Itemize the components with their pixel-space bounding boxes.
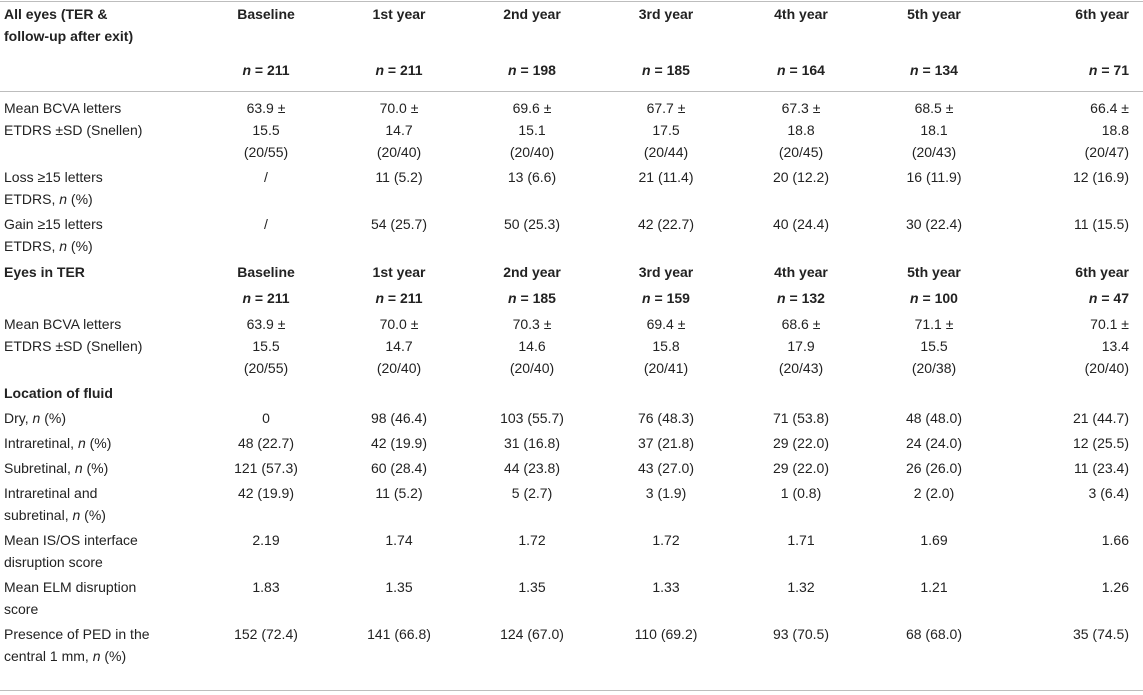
data-cell: 1.21: [920, 579, 948, 595]
data-cell: 29 (22.0): [772, 435, 830, 451]
section1-header-row: [0, 3, 1143, 47]
subretinal-row: [0, 454, 1143, 479]
data-cell: 141 (66.8): [367, 626, 431, 642]
data-cell: 1.83: [252, 579, 280, 595]
row-label: Presence of PED in the central 1 mm, n (%): [4, 626, 150, 664]
data-cell: 2 (2.0): [913, 485, 955, 501]
data-cell: 1.69: [920, 532, 948, 548]
data-cell: 1.74: [385, 532, 413, 548]
data-cell: 12 (25.5): [1072, 435, 1129, 451]
data-cell: 70.3 ± 14.6 (20/40): [509, 316, 555, 376]
data-cell: 63.9 ± 15.5 (20/55): [243, 100, 289, 160]
sample-size: n = 134: [910, 62, 958, 78]
sample-size: n = 71: [1088, 62, 1129, 78]
bcva-row: [0, 93, 1143, 163]
data-cell: 20 (12.2): [772, 169, 830, 185]
data-cell: 43 (27.0): [637, 460, 695, 476]
data-cell: 1.72: [652, 532, 680, 548]
data-cell: 121 (57.3): [234, 460, 298, 476]
data-cell: 60 (28.4): [370, 460, 428, 476]
data-cell: 68 (68.0): [905, 626, 963, 642]
sample-size: n = 164: [777, 62, 825, 78]
data-cell: /: [264, 216, 268, 232]
section1-n-row: [0, 47, 1143, 81]
data-cell: 21 (11.4): [638, 169, 694, 185]
column-header: 1st year: [372, 6, 426, 22]
intra-and-subretinal-row: [0, 479, 1143, 526]
sample-size: n = 47: [1088, 290, 1129, 306]
data-cell: 0: [262, 410, 270, 426]
data-cell: 69.6 ± 15.1 (20/40): [509, 100, 555, 160]
column-header: 4th year: [774, 6, 828, 22]
data-cell: 42 (19.9): [370, 435, 428, 451]
data-cell: 13 (6.6): [507, 169, 557, 185]
data-cell: 1.35: [385, 579, 413, 595]
top-rule: [0, 1, 1143, 2]
intraretinal-row: [0, 429, 1143, 454]
row-label: Intraretinal, n (%): [4, 435, 112, 451]
data-cell: 48 (22.7): [237, 435, 295, 451]
data-cell: 67.3 ± 18.8 (20/45): [778, 100, 824, 160]
row-label: Mean BCVA letters ETDRS ±SD (Snellen): [4, 100, 143, 138]
data-cell: 11 (23.4): [1074, 460, 1129, 476]
data-cell: 68.5 ± 18.1 (20/43): [911, 100, 957, 160]
column-header: 2nd year: [503, 264, 561, 280]
data-cell: 11 (15.5): [1074, 216, 1129, 232]
data-cell: 71 (53.8): [772, 410, 830, 426]
data-cell: 98 (46.4): [370, 410, 428, 426]
column-header: 3rd year: [638, 6, 694, 22]
data-cell: 70.0 ± 14.7 (20/40): [376, 100, 422, 160]
elm-score-row: [0, 573, 1143, 620]
data-cell: 3 (6.4): [1088, 485, 1129, 501]
data-cell: 69.4 ± 15.8 (20/41): [643, 316, 689, 376]
sample-size: n = 100: [910, 290, 958, 306]
sample-size: n = 211: [375, 62, 423, 78]
sample-size: n = 185: [508, 290, 556, 306]
column-header: 6th year: [1075, 264, 1129, 280]
sample-size: n = 198: [508, 62, 556, 78]
row-label: Mean BCVA letters ETDRS ±SD (Snellen): [4, 316, 143, 354]
data-cell: 24 (24.0): [905, 435, 963, 451]
results-table: [0, 3, 1143, 667]
data-cell: 66.4 ± 18.8 (20/47): [1084, 100, 1129, 160]
row-label: Intraretinal and subretinal, n (%): [4, 485, 106, 523]
column-header: 2nd year: [503, 6, 561, 22]
row-label: Mean IS/OS interface disruption score: [4, 532, 138, 570]
sample-size: n = 159: [642, 290, 690, 306]
data-cell: 42 (19.9): [237, 485, 295, 501]
sample-size: n = 211: [242, 290, 290, 306]
sample-size: n = 132: [777, 290, 825, 306]
data-cell: 70.0 ± 14.7 (20/40): [376, 316, 422, 376]
column-header: 4th year: [774, 264, 828, 280]
data-cell: 50 (25.3): [503, 216, 561, 232]
data-cell: 68.6 ± 17.9 (20/43): [778, 316, 824, 376]
data-cell: 5 (2.7): [511, 485, 553, 501]
data-cell: 76 (48.3): [637, 410, 695, 426]
data-cell: 93 (70.5): [772, 626, 830, 642]
data-cell: 1.72: [518, 532, 546, 548]
row-label: Mean ELM disruption score: [4, 579, 137, 617]
row-label: Subretinal, n (%): [4, 460, 109, 476]
data-cell: 70.1 ± 13.4 (20/40): [1084, 316, 1129, 376]
data-cell: 1.33: [652, 579, 680, 595]
row-label: Dry, n (%): [4, 410, 66, 426]
data-cell: 11 (5.2): [375, 485, 423, 501]
data-cell: 1.26: [1101, 579, 1129, 595]
column-header: 5th year: [907, 6, 961, 22]
section1-title: All eyes (TER & follow-up after exit): [4, 6, 134, 44]
bcva-row: [0, 309, 1143, 379]
column-header: 3rd year: [638, 264, 694, 280]
sample-size: n = 211: [375, 290, 423, 306]
data-cell: 1.32: [787, 579, 815, 595]
data-cell: 1.71: [787, 532, 815, 548]
section2-title: Eyes in TER: [4, 264, 85, 280]
column-header: 5th year: [907, 264, 961, 280]
fluid-section-row: [0, 379, 1143, 404]
data-cell: 44 (23.8): [503, 460, 561, 476]
data-cell: 103 (55.7): [500, 410, 564, 426]
bottom-rule: [0, 690, 1143, 691]
data-cell: /: [264, 169, 268, 185]
row-label: Loss ≥15 letters ETDRS, n (%): [4, 169, 103, 207]
data-cell: 42 (22.7): [637, 216, 695, 232]
data-cell: 35 (74.5): [1072, 626, 1129, 642]
data-cell: 2.19: [252, 532, 280, 548]
fluid-section-title: Location of fluid: [4, 385, 113, 401]
ped-row: [0, 620, 1143, 667]
row-label: Gain ≥15 letters ETDRS, n (%): [4, 216, 103, 254]
data-cell: 1.66: [1101, 532, 1129, 548]
data-cell: 12 (16.9): [1072, 169, 1129, 185]
data-cell: 37 (21.8): [637, 435, 695, 451]
sample-size: n = 185: [642, 62, 690, 78]
data-cell: 63.9 ± 15.5 (20/55): [243, 316, 289, 376]
data-cell: 110 (69.2): [634, 626, 698, 642]
data-cell: 40 (24.4): [772, 216, 830, 232]
section2-n-row: [0, 283, 1143, 309]
data-cell: 30 (22.4): [905, 216, 963, 232]
data-cell: 29 (22.0): [772, 460, 830, 476]
data-cell: 48 (48.0): [905, 410, 963, 426]
data-cell: 71.1 ± 15.5 (20/38): [911, 316, 957, 376]
data-cell: 1.35: [518, 579, 546, 595]
data-cell: 26 (26.0): [905, 460, 963, 476]
data-cell: 124 (67.0): [500, 626, 564, 642]
column-header: 1st year: [372, 264, 426, 280]
loss-row: [0, 163, 1143, 210]
data-cell: 67.7 ± 17.5 (20/44): [643, 100, 689, 160]
column-header: Baseline: [237, 264, 295, 280]
data-cell: 16 (11.9): [906, 169, 962, 185]
data-cell: 11 (5.2): [375, 169, 423, 185]
gain-row: [0, 210, 1143, 257]
data-cell: 54 (25.7): [370, 216, 428, 232]
section2-header-row: [0, 257, 1143, 283]
column-header: Baseline: [237, 6, 295, 22]
isos-score-row: [0, 526, 1143, 573]
data-cell: 152 (72.4): [234, 626, 298, 642]
dry-row: [0, 404, 1143, 429]
data-cell: 1 (0.8): [780, 485, 822, 501]
sample-size: n = 211: [242, 62, 290, 78]
data-cell: 21 (44.7): [1072, 410, 1129, 426]
data-cell: 31 (16.8): [503, 435, 561, 451]
data-cell: 3 (1.9): [645, 485, 687, 501]
column-header: 6th year: [1075, 6, 1129, 22]
